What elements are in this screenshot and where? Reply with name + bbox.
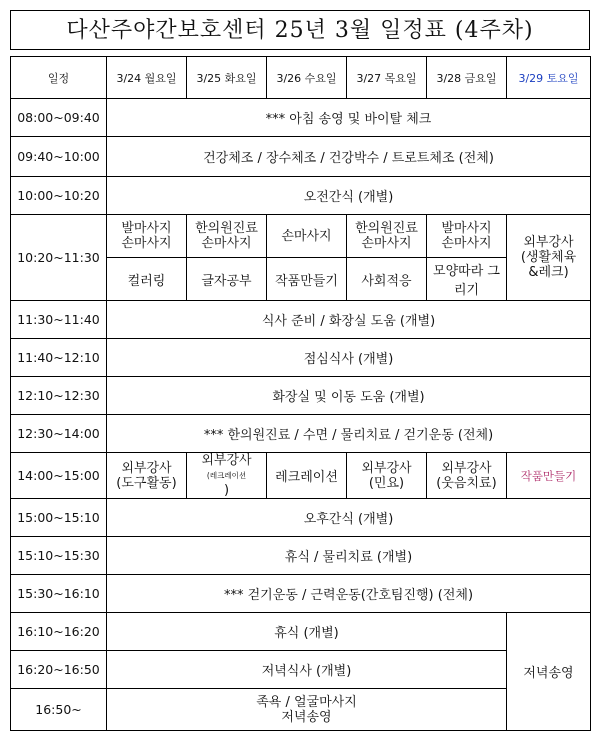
activity-cell-mon: 컬러링 [107, 258, 187, 301]
activity-cell: *** 걷기운동 / 근력운동(간호팀진행) (전체) [107, 575, 591, 613]
activity-cell-sat: 작품만들기 [507, 453, 591, 499]
time-cell: 16:20~16:50 [11, 651, 107, 689]
activity-cell-thu: 사회적응 [347, 258, 427, 301]
activity-cell-mon: 발마사지 손마사지 [107, 215, 187, 258]
time-cell: 15:00~15:10 [11, 499, 107, 537]
activity-cell-sat: 저녁송영 [507, 613, 591, 731]
table-row [11, 215, 591, 258]
activity-cell: 점심식사 (개별) [107, 339, 591, 377]
activity-cell-wed: 손마사지 [267, 215, 347, 258]
header-day-fri: 3/28 금요일 [427, 57, 507, 99]
table-row [11, 537, 591, 575]
table-row [11, 453, 591, 499]
activity-cell-tue: 한의원진료 손마사지 [187, 215, 267, 258]
time-cell: 15:30~16:10 [11, 575, 107, 613]
activity-cell-mon: 외부강사 (도구활동) [107, 453, 187, 499]
activity-cell-fri: 발마사지 손마사지 [427, 215, 507, 258]
activity-cell: 저녁식사 (개별) [107, 651, 507, 689]
activity-cell-tue: 글자공부 [187, 258, 267, 301]
time-cell: 16:10~16:20 [11, 613, 107, 651]
activity-cell: 식사 준비 / 화장실 도움 (개별) [107, 301, 591, 339]
time-cell: 16:50~ [11, 689, 107, 731]
time-cell: 15:10~15:30 [11, 537, 107, 575]
activity-cell-fri: 외부강사 (웃음치료) [427, 453, 507, 499]
activity-cell: 화장실 및 이동 도움 (개별) [107, 377, 591, 415]
page-title: 다산주야간보호센터 25년 3월 일정표 (4주차) [10, 10, 590, 50]
activity-cell: 오전간식 (개별) [107, 177, 591, 215]
time-cell: 08:00~09:40 [11, 99, 107, 137]
activity-cell: 휴식 / 물리치료 (개별) [107, 537, 591, 575]
table-row [11, 377, 591, 415]
table-row [11, 689, 591, 731]
table-row [11, 339, 591, 377]
activity-cell-sat: 외부강사 (생활체육 &레크) [507, 215, 591, 301]
activity-cell-wed: 레크레이션 [267, 453, 347, 499]
header-row [11, 57, 591, 99]
table-row [11, 137, 591, 177]
time-cell: 11:30~11:40 [11, 301, 107, 339]
header-day-sat: 3/29 토요일 [507, 57, 591, 99]
header-schedule: 일정 [11, 57, 107, 99]
header-day-thu: 3/27 목요일 [347, 57, 427, 99]
activity-cell-wed: 작품만들기 [267, 258, 347, 301]
header-day-mon: 3/24 월요일 [107, 57, 187, 99]
activity-cell: *** 아침 송영 및 바이탈 체크 [107, 99, 591, 137]
activity-cell-thu: 한의원진료 손마사지 [347, 215, 427, 258]
table-row [11, 651, 591, 689]
table-row [11, 99, 591, 137]
activity-cell: 휴식 (개별) [107, 613, 507, 651]
time-cell: 12:30~14:00 [11, 415, 107, 453]
table-row [11, 499, 591, 537]
table-row [11, 415, 591, 453]
activity-cell: 족욕 / 얼굴마사지 저녁송영 [107, 689, 507, 731]
time-cell: 10:00~10:20 [11, 177, 107, 215]
activity-cell: 건강체조 / 장수체조 / 건강박수 / 트로트체조 (전체) [107, 137, 591, 177]
header-day-tue: 3/25 화요일 [187, 57, 267, 99]
activity-cell-fri: 모양따라 그리기 [427, 258, 507, 301]
schedule-table [10, 56, 591, 731]
activity-cell: *** 한의원진료 / 수면 / 물리치료 / 걷기운동 (전체) [107, 415, 591, 453]
table-row [11, 613, 591, 651]
activity-cell: 오후간식 (개별) [107, 499, 591, 537]
table-row [11, 177, 591, 215]
table-row [11, 301, 591, 339]
activity-cell-tue: 외부강사 (레크레이션 ) [187, 453, 267, 499]
time-cell: 11:40~12:10 [11, 339, 107, 377]
activity-cell-thu: 외부강사 (민요) [347, 453, 427, 499]
time-cell: 14:00~15:00 [11, 453, 107, 499]
table-row [11, 575, 591, 613]
time-cell: 10:20~11:30 [11, 215, 107, 301]
time-cell: 12:10~12:30 [11, 377, 107, 415]
header-day-wed: 3/26 수요일 [267, 57, 347, 99]
time-cell: 09:40~10:00 [11, 137, 107, 177]
